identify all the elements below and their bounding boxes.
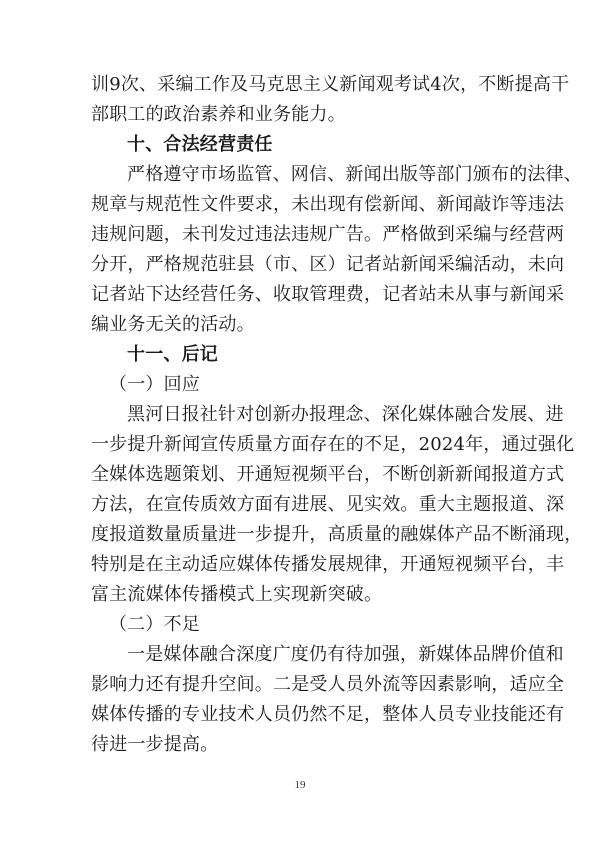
body-line: 训9次、采编工作及马克思主义新闻观考试4次，不断提高干 xyxy=(91,74,570,95)
body-line: 严格遵守市场监管、网信、新闻出版等部门颁布的法律、 xyxy=(127,164,582,185)
body-line: 影响力还有提升空间。二是受人员外流等因素影响，适应全 xyxy=(91,674,565,695)
body-line: 违规问题，未刊发过违法违规广告。严格做到采编与经营两 xyxy=(91,224,565,245)
page-number: 19 xyxy=(294,779,306,791)
body-line: 一步提升新闻宣传质量方面存在的不足，2024年，通过强化 xyxy=(91,434,575,455)
section-heading-postscript: 十一、后记 xyxy=(127,344,218,365)
section-heading-legal-operation: 十、合法经营责任 xyxy=(127,134,273,155)
body-line: 部职工的政治素养和业务能力。 xyxy=(91,104,346,125)
body-line: 编业务无关的活动。 xyxy=(91,314,255,335)
subsection-heading-response: （一）回应 xyxy=(109,374,200,395)
body-line: 分开，严格规范驻县（市、区）记者站新闻采编活动，未向 xyxy=(91,254,565,275)
body-line: 全媒体选题策划、开通短视频平台，不断创新新闻报道方式 xyxy=(91,464,565,485)
subsection-heading-shortcomings: （二）不足 xyxy=(109,614,200,635)
body-line: 待进一步提高。 xyxy=(91,734,219,755)
body-line: 规章与规范性文件要求，未出现有偿新闻、新闻敲诈等违法 xyxy=(91,194,565,215)
body-line: 一是媒体融合深度广度仍有待加强，新媒体品牌价值和 xyxy=(127,644,564,665)
body-line: 度报道数量质量进一步提升，高质量的融媒体产品不断涌现， xyxy=(91,524,583,545)
body-line: 媒体传播的专业技术人员仍然不足，整体人员专业技能还有 xyxy=(91,704,565,725)
document-body xyxy=(91,70,583,760)
body-line: 黑河日报社针对创新办报理念、深化媒体融合发展、进 xyxy=(127,404,564,425)
body-line: 方法，在宣传质效方面有进展、见实效。重大主题报道、深 xyxy=(91,494,565,515)
body-line: 特别是在主动适应媒体传播发展规律，开通短视频平台，丰 xyxy=(91,554,565,575)
body-line: 记者站下达经营任务、收取管理费，记者站未从事与新闻采 xyxy=(91,284,565,305)
body-line: 富主流媒体传播模式上实现新突破。 xyxy=(91,584,383,605)
